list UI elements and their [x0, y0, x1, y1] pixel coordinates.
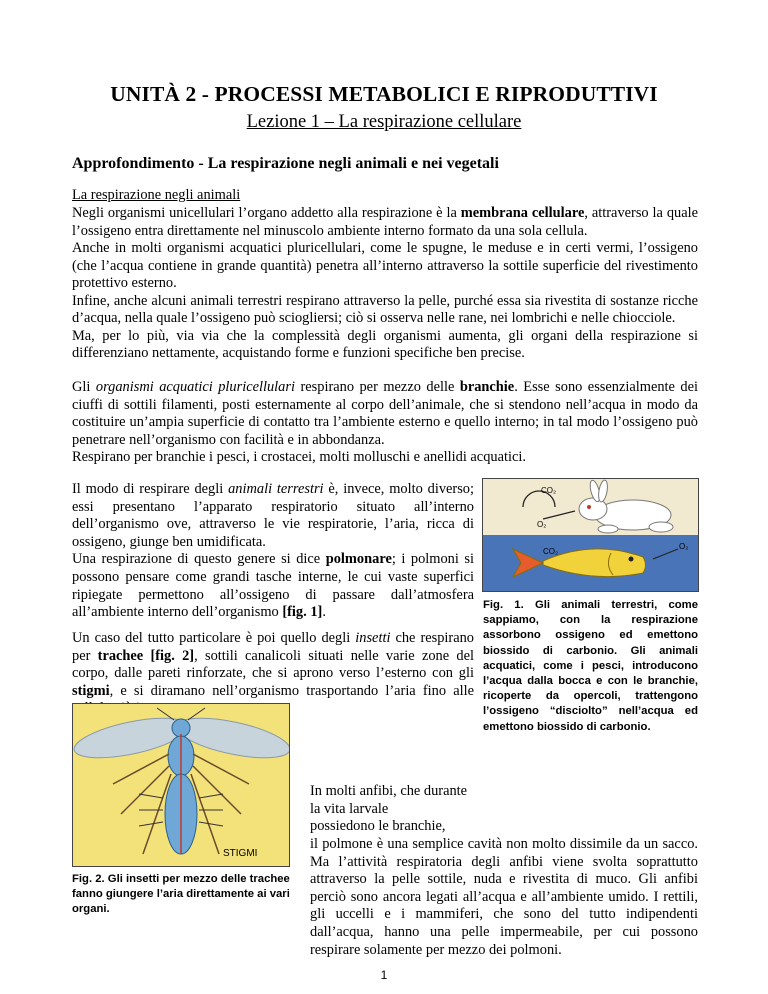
paragraph-9-start: In molti anfibi, che durante la vita larvale — [310, 783, 468, 817]
bold-term: stigmi — [72, 682, 110, 699]
o2-label-top: O₂ — [537, 520, 547, 529]
text-run: Una respirazione di questo genere si dice — [72, 551, 326, 568]
subheading-text: La respirazione negli animali — [72, 187, 241, 203]
stigmi-label: STIGMI — [223, 848, 258, 859]
bold-term: trachee [fig. 2] — [97, 647, 195, 664]
text-run: respirano per mezzo delle — [294, 379, 460, 395]
text-run: Respirano per branchie i pesci, i crostacei, molti molluschi e anellidi acquatici. — [72, 449, 526, 465]
insect-tracheae-illustration — [73, 704, 289, 866]
lesson-subtitle: Lezione 1 – La respirazione cellulare — [246, 112, 522, 132]
figure-2-image — [72, 703, 290, 867]
text-run: , attraverso la quale l’ossigeno entra direttamente nel minuscolo ambiente interno formato da una sola cellula. — [72, 205, 698, 239]
paragraph-3: Infine, anche alcuni animali terrestri respirano attraverso la pelle, purché essa sia rivestita di sostanze ricche d’acqua, nella quale l’ossigeno può sciogliersi; ciò si osserva nelle rane, nei lombrichi e nelle chiocciole. — [72, 292, 698, 326]
section-heading: Approfondimento - La respirazione negli animali e nei vegetali — [72, 155, 499, 172]
figure-ref: [fig. 1] — [282, 604, 323, 621]
paragraph-6 — [72, 481, 474, 622]
text-run: Gli — [72, 379, 96, 395]
figure-2-caption: Fig. 2. Gli insetti per mezzo delle trachee fanno giungere l’aria direttamente ai vari organi. — [72, 873, 290, 915]
italic-term: insetti — [355, 630, 391, 646]
text-run: Un caso del tutto particolare è poi quello degli — [72, 630, 356, 646]
co2-label-top: CO₂ — [541, 486, 557, 495]
text-run: , e si diramano nell’organismo trasportando l’aria fino alle — [109, 682, 474, 699]
figure-1-caption: Fig. 1. Gli animali terrestri, come sappiamo, con la respirazione assorbono ossigeno ed emettono biossido di carbonio. Gli animali acquatici, come i pesci, introducono l’acqua dalla bocca e con le branchie, ricoperte da opercoli, trattengono l’ossigeno “disciolto” nell’acqua ed emettono biossido di carbonio. — [483, 599, 698, 733]
paragraph-2: Anche in molti organismi acquatici pluricellulari, come le spugne, le meduse e in certi vermi, l’ossigeno (che l’acqua contiene in grande quantità) penetra all’interno attraverso la sottile superficie del rivestimento protettivo esterno. — [72, 240, 698, 291]
page-title: UNITÀ 2 - PROCESSI METABOLICI E RIPRODUTTIVI — [110, 82, 658, 106]
paragraph-5 — [72, 379, 698, 467]
text-run: . — [322, 604, 326, 621]
subheading — [72, 187, 698, 205]
text-run: Il modo di respirare degli — [72, 481, 229, 497]
text-run: . Esse sono essenzialmente dei ciuffi di sottili filamenti, posti esternamente al corpo dell’animale, che si stendono nell’acqua in modo da costituire un’ampia superficie di contatto tra l’ambiente esterno e quello interno; in tal modo l’ossigeno può penetrare nell’organismo con facilità e in abbondanza. — [72, 379, 698, 448]
bold-term: branchie — [459, 379, 515, 395]
paragraph-4: Ma, per lo più, via via che la complessità degli organismi aumenta, gli organi della respirazione si differenziano nettamente, acquistando forme e funzioni specifiche ben precise. — [72, 327, 698, 361]
text-run: è, invece, molto diverso; essi presentano l’apparato respiratorio situato all’interno dell’organismo ove, attraverso le vie respiratorie, l’aria, ricca di ossigeno, giunge ben umidificata. — [72, 481, 474, 550]
italic-term: animali terrestri — [228, 481, 324, 497]
italic-term: organismi acquatici pluricellulari — [95, 379, 295, 395]
paragraph-9-line2: possiedono le branchie, — [310, 818, 446, 834]
text-run: , sottili canalicoli situati nelle varie zone del corpo, dalle pareti rinforzate, che si aprono verso l’esterno con gli — [72, 647, 474, 682]
bold-term: membrana cellulare — [460, 205, 585, 221]
figure-1-image — [482, 478, 699, 592]
text-run: Negli organismi unicellulari l’organo addetto alla respirazione è la — [72, 205, 461, 221]
paragraph-9-rest: il polmone è una semplice cavità non molto dissimile da un sacco. Ma l’attività respiratoria degli anfibi viene svolta soprattutto attraverso la pelle sottile, nuda e rivestita di muco. Gli anfibi perciò sono ancora legati all’acqua e all’ambiente umido. I rettili, gli uccelli e i mammiferi, che sono del tutto indipendenti dall’acqua, hanno una pelle impermeabile, per cui possono respirare solamente per mezzo dei polmoni. — [310, 836, 698, 958]
text-run: ; i polmoni si possono pensare come grandi tasche interne, le cui vaste superfici ripiegate permettono all’ossigeno di passare dall’atmosfera all’ambiente interno dell’organismo — [72, 551, 475, 621]
text-run: che respirano per — [72, 630, 474, 664]
rabbit-fish-illustration — [483, 479, 698, 591]
o2-label-bottom: O₂ — [679, 542, 689, 551]
page-number: 1 — [380, 968, 388, 982]
bold-term: polmonare — [325, 551, 392, 568]
co2-label-bottom: CO₂ — [543, 547, 559, 556]
paragraph-1 — [72, 205, 698, 363]
